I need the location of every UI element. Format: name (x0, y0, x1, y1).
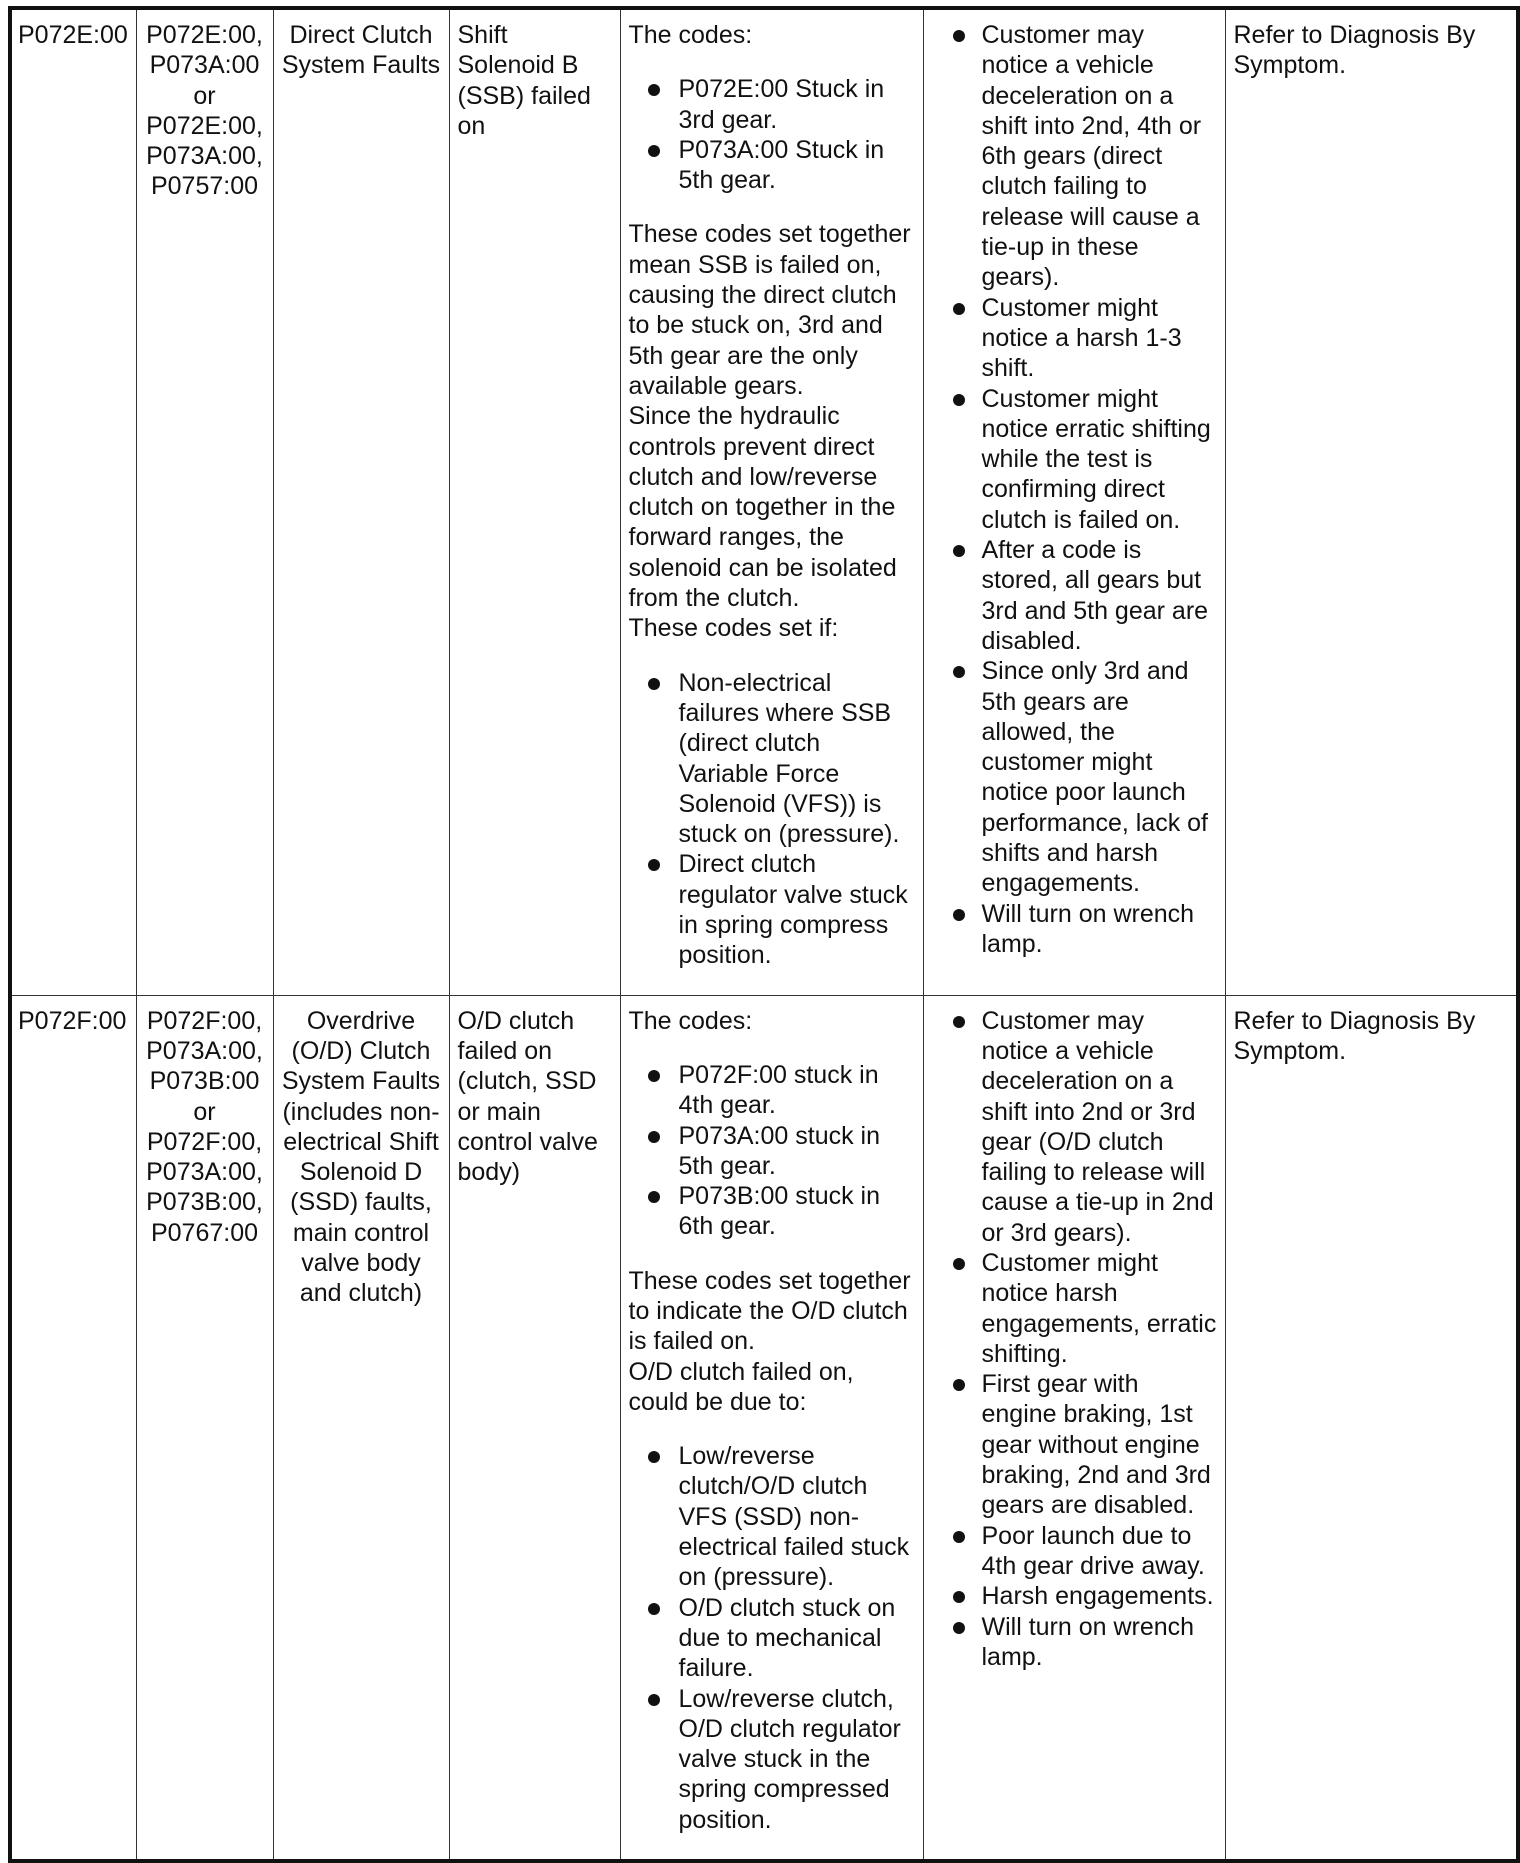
description-cell (620, 995, 923, 1861)
list-item: Customer may notice a vehicle deceleration on a shift into 2nd, 4th or 6th gears (direct clutch failing to release will cause a tie-up in these gears). (932, 20, 1217, 293)
symptoms-cell (923, 995, 1225, 1861)
system-cell (273, 995, 449, 1861)
list-item: Customer might notice erratic shifting while the test is confirming direct clutch is failed on. (932, 384, 1217, 535)
combo-cell (136, 8, 273, 995)
list-item: Non-electrical failures where SSB (direct clutch Variable Force Solenoid (VFS)) is stuck on (pressure). (629, 668, 915, 850)
combo-line: or (193, 1097, 216, 1126)
list-item: Since only 3rd and 5th gears are allowed, the customer might notice poor launch performance, lack of shifts and harsh engagements. (932, 656, 1217, 898)
list-item: Low/reverse clutch, O/D clutch regulator valve stuck in the spring compressed position. (629, 1684, 915, 1835)
system-text: Overdrive (O/D) Clutch System Faults (includes non-electrical Shift Solenoid D (SSD) faults, main control valve body and clutch) (281, 1006, 441, 1308)
dtc-code: P072E:00 (18, 21, 128, 49)
description-paragraph: These codes set together mean SSB is failed on, causing the direct clutch to be stuck on, 3rd and 5th gear are the only available gears. (628, 220, 911, 400)
symptoms-list (932, 1006, 1217, 1673)
list-item: Customer might notice a harsh 1-3 shift. (932, 293, 1217, 384)
combo-line: P0757:00 (150, 172, 259, 201)
dtc-table (8, 6, 1520, 1863)
failure-cell (449, 8, 620, 995)
description-codes-list (629, 1060, 915, 1242)
dtc-cell (10, 8, 136, 995)
symptoms-cell (923, 8, 1225, 995)
list-item: P073A:00 Stuck in 5th gear. (629, 135, 915, 196)
list-item: Will turn on wrench lamp. (932, 1612, 1217, 1673)
list-item: Direct clutch regulator valve stuck in spring compress position. (629, 849, 915, 970)
list-item: First gear with engine braking, 1st gear without engine braking, 2nd and 3rd gears are disabled. (932, 1369, 1217, 1520)
dtc-code: P072F:00 (18, 1006, 127, 1035)
list-item: Customer may notice a vehicle deceleration on a shift into 2nd or 3rd gear (O/D clutch failing to release will cause a tie-up in 2nd or 3rd gears). (932, 1006, 1217, 1248)
list-item: Will turn on wrench lamp. (932, 899, 1217, 960)
combo-line: or (193, 81, 216, 110)
list-item: Low/reverse clutch/O/D clutch VFS (SSD) non-electrical failed stuck on (pressure). (629, 1441, 915, 1592)
combo-line: P073A:00, (146, 1036, 263, 1065)
description-paragraph: O/D clutch failed on, could be due to: (628, 1357, 854, 1416)
combo-line: P073B:00 (149, 1067, 260, 1096)
action-cell (1225, 8, 1518, 995)
description-causes-list (629, 668, 915, 971)
failure-cell (449, 995, 620, 1861)
combo-cell (136, 995, 273, 1861)
combo-line: P0767:00 (150, 1218, 259, 1247)
list-item: After a code is stored, all gears but 3rd and 5th gear are disabled. (932, 535, 1217, 656)
action-text: Refer to Diagnosis By Symptom. (1233, 21, 1476, 80)
combo-line: P072E:00, (146, 21, 263, 49)
symptoms-list (932, 20, 1217, 959)
list-item: O/D clutch stuck on due to mechanical failure. (629, 1593, 915, 1684)
failure-text: Shift Solenoid B (SSB) failed on (457, 21, 591, 140)
list-item: P072E:00 Stuck in 3rd gear. (629, 74, 915, 135)
combo-line: P073A:00, (146, 142, 263, 171)
list-item: P073B:00 stuck in 6th gear. (629, 1181, 915, 1242)
table-row (10, 995, 1518, 1861)
combo-line: P073B:00, (146, 1188, 263, 1217)
list-item: P072F:00 stuck in 4th gear. (629, 1060, 915, 1121)
combo-line: P073A:00 (149, 51, 260, 80)
dtc-cell (10, 995, 136, 1861)
combo-line: P073A:00, (146, 1158, 263, 1187)
description-paragraph: These codes set together to indicate the O/D clutch is failed on. (628, 1266, 911, 1356)
description-codes-list (629, 74, 915, 195)
description-paragraph: These codes set if: (628, 614, 839, 643)
action-text: Refer to Diagnosis By Symptom. (1233, 1006, 1476, 1065)
description-intro: The codes: (628, 1006, 753, 1035)
description-causes-list (629, 1441, 915, 1835)
system-cell (273, 8, 449, 995)
combo-line: P072F:00, (146, 1127, 263, 1156)
list-item: Harsh engagements. (932, 1581, 1217, 1611)
list-item: P073A:00 stuck in 5th gear. (629, 1121, 915, 1182)
combo-line: P072F:00, (146, 1006, 263, 1035)
description-cell (620, 8, 923, 995)
combo-line: P072E:00, (146, 111, 263, 140)
failure-text: O/D clutch failed on (clutch, SSD or main control valve body) (457, 1006, 598, 1187)
action-cell (1225, 995, 1518, 1861)
list-item: Poor launch due to 4th gear drive away. (932, 1521, 1217, 1582)
description-paragraph: Since the hydraulic controls prevent direct clutch and low/reverse clutch on together in the forward ranges, the solenoid can be isolated from the clutch. (628, 402, 897, 613)
table-row (10, 8, 1518, 995)
system-text: Direct Clutch System Faults (281, 21, 441, 80)
description-intro: The codes: (628, 21, 753, 49)
list-item: Customer might notice harsh engagements, erratic shifting. (932, 1248, 1217, 1369)
